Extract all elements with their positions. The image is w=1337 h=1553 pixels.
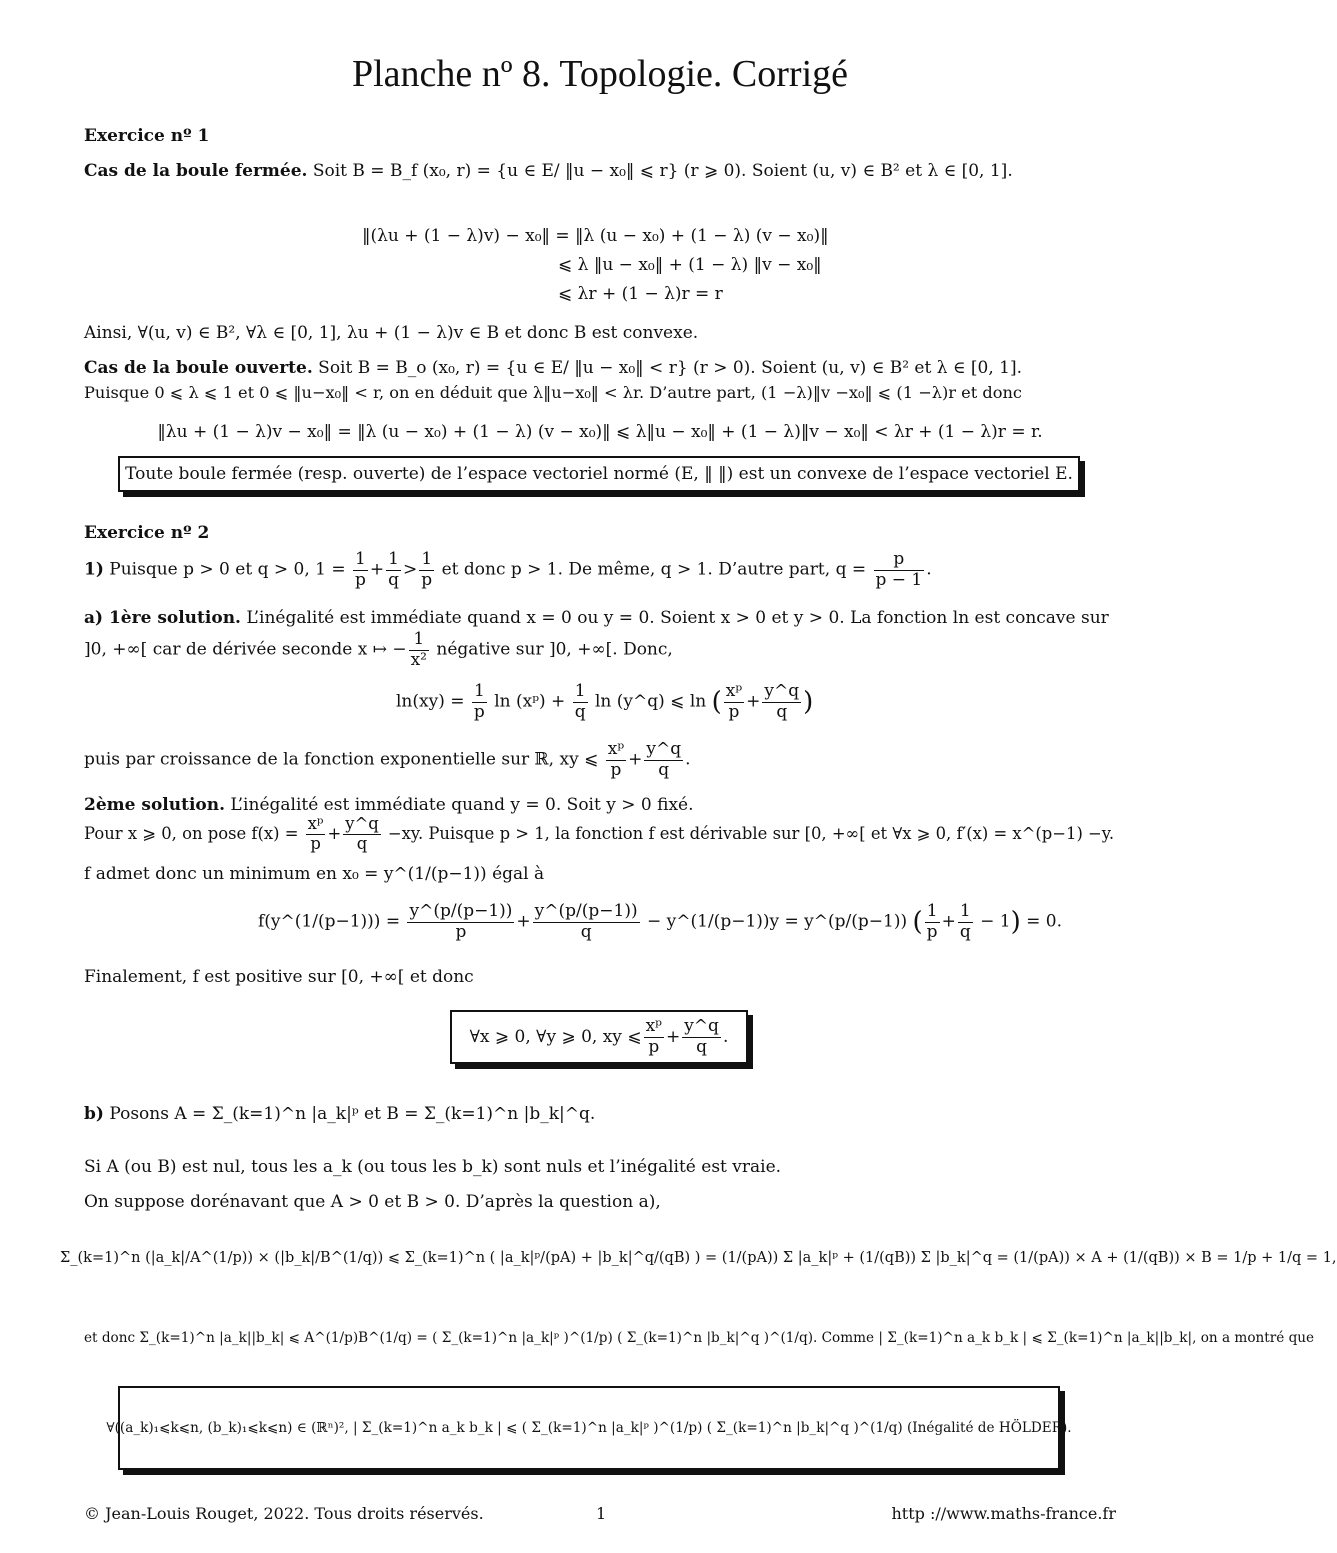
a-label: a)	[84, 608, 104, 628]
sol1-line	[84, 608, 1109, 628]
si-line: Si A (ou B) est nul, tous les a_k (ou tous les b_k) sont nuls et l’inégalité est vraie.	[84, 1157, 782, 1177]
sol1-line-2	[84, 630, 673, 670]
closed-ball-line	[84, 161, 1013, 181]
footer-copyright: © Jean-Louis Rouget, 2022. Tous droits réservés.	[84, 1504, 484, 1523]
closed-ball-label: Cas de la boule fermée.	[84, 161, 308, 181]
holder-inequality-text: ∀((a_k)₁⩽k⩽n, (b_k)₁⩽k⩽n) ∈ (ℝⁿ)², | Σ_(k=1)^n a_k b_k | ⩽ ( Σ_(k=1)^n |a_k|ᵖ )^(1/p) ( Σ_(k=1)^n |b_k|^q )^(1/q) (Inégalité de HÖLDER).	[106, 1420, 1072, 1436]
sum-equation: Σ_(k=1)^n (|a_k|/A^(1/p)) × (|b_k|/B^(1/q)) ⩽ Σ_(k=1)^n ( |a_k|ᵖ/(pA) + |b_k|^q/(qB) ) = (1/(pA)) Σ |a_k|ᵖ + (1/(qB)) Σ |b_k|^q = (1/(pA)) × A + (1/(qB)) × B = 1/p + 1/q = 1,	[60, 1250, 1337, 1266]
posons-text: Posons A = Σ_(k=1)^n |a_k|ᵖ et B = Σ_(k=1)^n |b_k|^q.	[103, 1104, 596, 1124]
sol1-text-2: ]0, +∞[ car de dérivée seconde x ↦ −	[84, 639, 407, 660]
open-ball-label: Cas de la boule ouverte.	[84, 358, 313, 378]
q1-label: 1)	[84, 559, 104, 580]
closed-ball-text: Soit B = B_f (x₀, r) = {u ∈ E/ ‖u − x₀‖ ⩽ r} (r ⩾ 0). Soient (u, v) ∈ B² et λ ∈ [0, 1].	[307, 161, 1013, 181]
equation-4: ‖λu + (1 − λ)v − x₀‖ = ‖λ (u − x₀) + (1 − λ) (v − x₀)‖ ⩽ λ‖u − x₀‖ + (1 − λ)‖v − x₀‖ < λr + (1 − λ)r = r.	[157, 422, 1043, 442]
fraction-1-over-q: $\frac{1}{q}$	[388, 549, 400, 590]
f-equation: f(y^(1/(p−1))) = $\frac{y\^{}(p/(p-1))}{p}$ + $\frac{y\^{}(p/(p-1))}{q}$ − y^(1/(p−1))y = y^(p/(p−1)) ( $\frac{1}{p}$ + $\frac{1}{q}$ − 1) = 0.	[258, 901, 1063, 942]
puis-line: puis par croissance de la fonction exponentielle sur ℝ, xy ⩽ $\frac{\text{xᵖ}}{p}$ + $\frac{y\^{}q}{q}$ .	[84, 739, 691, 780]
sol1-label: 1ère solution.	[103, 608, 241, 628]
q1-text-b: et donc p > 1. De même, q > 1. D’autre part, q =	[436, 559, 872, 580]
exercise-1-heading: Exercice nº 1	[84, 126, 210, 146]
etdonc-line: et donc Σ_(k=1)^n |a_k||b_k| ⩽ A^(1/p)B^(1/q) = ( Σ_(k=1)^n |a_k|ᵖ )^(1/p) ( Σ_(k=1)^n |b_k|^q )^(1/q). Comme | Σ_(k=1)^n a_k b_k | ⩽ Σ_(k=1)^n |a_k||b_k|, on a montré que	[84, 1330, 1315, 1346]
open-ball-line	[84, 358, 1022, 378]
young-inequality-box: ∀x ⩾ 0, ∀y ⩾ 0, xy ⩽ $\frac{\text{xᵖ}}{p}$ + $\frac{y\^{}q}{q}$ .	[450, 1010, 748, 1064]
footer-url-link[interactable]: http ://www.maths-france.fr	[891, 1504, 1116, 1523]
equation-2: ⩽ λ ‖u − x₀‖ + (1 − λ) ‖v − x₀‖	[558, 255, 822, 275]
sol2-text: L’inégalité est immédiate quand y = 0. Soit y > 0 fixé.	[225, 795, 694, 815]
exercise-2-heading: Exercice nº 2	[84, 523, 210, 543]
conclusion-box-1	[118, 456, 1080, 492]
final-line: Finalement, f est positive sur [0, +∞[ et donc	[84, 967, 474, 987]
sol2-label: 2ème solution.	[84, 795, 226, 815]
ln-equation: ln(xy) = $\frac{1}{p}$ ln (xᵖ) + $\frac{1}{q}$ ln (y^q) ⩽ ln ( $\frac{\text{xᵖ}}{p}$ + $\frac{y\^{}q}{q}$ )	[396, 681, 814, 722]
q1-text-a: Puisque p > 0 et q > 0, 1 =	[103, 559, 351, 580]
fraction-1-over-x2: $\frac{1}{\text{x²}}$	[410, 629, 427, 670]
equation-1: ‖(λu + (1 − λ)v) − x₀‖ = ‖λ (u − x₀) + (1 − λ) (v − x₀)‖	[362, 226, 829, 246]
ainsi-line: Ainsi, ∀(u, v) ∈ B², ∀λ ∈ [0, 1], λu + (1 − λ)v ∈ B et donc B est convexe.	[84, 323, 699, 343]
holder-inequality-box	[106, 1386, 1072, 1470]
open-ball-text: Soit B = B_o (x₀, r) = {u ∈ E/ ‖u − x₀‖ < r} (r > 0). Soient (u, v) ∈ B² et λ ∈ [0, 1].	[312, 358, 1022, 378]
conclusion-text-1: Toute boule fermée (resp. ouverte) de l’espace vectoriel normé (E, ‖ ‖) est un convexe de l’espace vectoriel E.	[125, 464, 1073, 484]
b-label: b)	[84, 1104, 104, 1124]
fraction-1-over-p-2: $\frac{1}{p}$	[421, 549, 433, 590]
sol2-line	[84, 795, 694, 815]
puisque-line: Puisque 0 ⩽ λ ⩽ 1 et 0 ⩽ ‖u−x₀‖ < r, on en déduit que λ‖u−x₀‖ < λr. D’autre part, (1 −λ)‖v −x₀‖ ⩽ (1 −λ)r et donc	[84, 383, 1023, 402]
pour-line: Pour x ⩾ 0, on pose f(x) = $\frac{\text{xᵖ}}{p}$ + $\frac{y\^{}q}{q}$ −xy. Puisque p > 1, la fonction f est dérivable sur [0, +∞[ et ∀x ⩾ 0, f′(x) = x^(p−1) −y.	[84, 814, 1115, 853]
sol1-text: L’inégalité est immédiate quand x = 0 ou y = 0. Soient x > 0 et y > 0. La fonction ln est concave sur	[240, 608, 1109, 628]
fadmet-line: f admet donc un minimum en x₀ = y^(1/(p−1)) égal à	[84, 864, 545, 884]
fraction-1-over-p: $\frac{1}{p}$	[355, 549, 366, 590]
footer-page-number: 1	[596, 1504, 607, 1523]
page-title: Planche nº 8. Topologie. Corrigé	[351, 53, 848, 95]
fraction-p-over-p-1: $\frac{p}{p - 1}$	[875, 549, 923, 590]
q1-line: 1) Puisque p > 0 et q > 0, 1 = $\frac{1}{p}$ + $\frac{1}{q}$ > $\frac{1}{p}$ et donc p > 1. De même, q > 1. D’autre part, q = $\frac{p}{p - 1}$ .	[84, 549, 932, 590]
suppose-line: On suppose dorénavant que A > 0 et B > 0. D’après la question a),	[84, 1192, 661, 1212]
equation-3: ⩽ λr + (1 − λ)r = r	[558, 284, 723, 304]
b-line	[84, 1104, 595, 1124]
sol1-text-3: négative sur ]0, +∞[. Donc,	[431, 639, 673, 660]
